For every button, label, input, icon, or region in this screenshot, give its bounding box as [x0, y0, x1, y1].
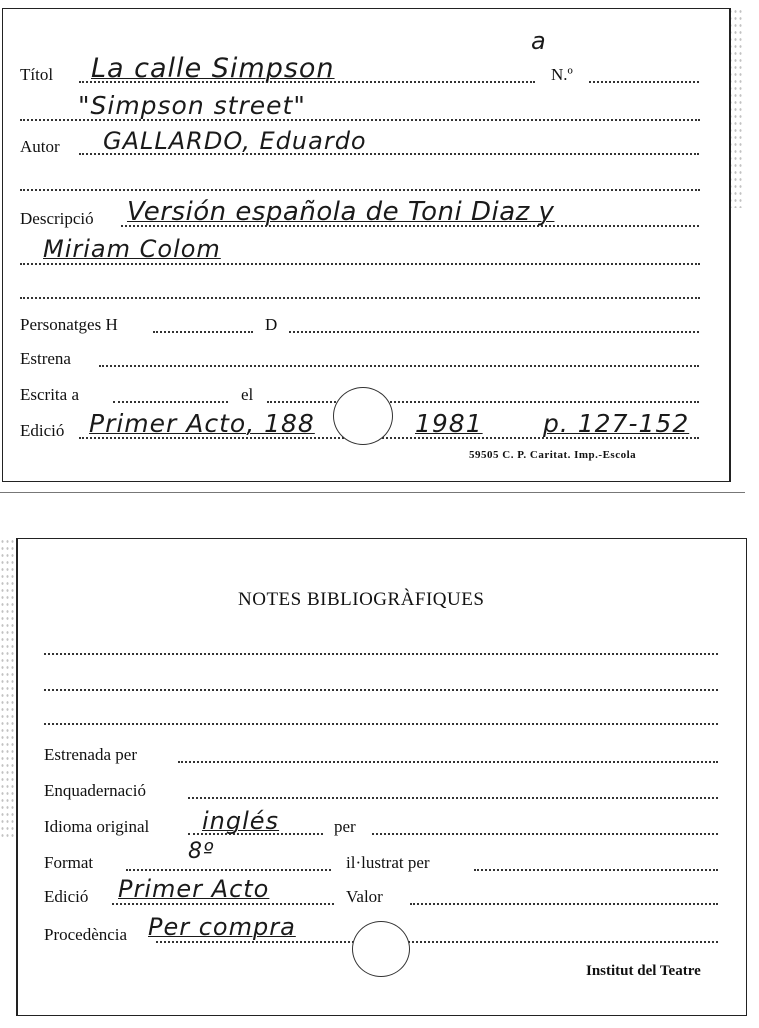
- per-dots: [372, 833, 718, 835]
- back-edicio-value: Primer Acto: [118, 875, 270, 903]
- el-label: el: [241, 385, 254, 404]
- edicio-value-2: 1981: [415, 409, 483, 438]
- per-label: per: [334, 817, 356, 836]
- autor-value: GALLARDO, Eduardo: [103, 127, 367, 155]
- escrita-dots: [113, 401, 228, 403]
- estrenada-dots: [178, 761, 718, 763]
- blank-dots-1: [20, 189, 700, 191]
- valor-label: Valor: [346, 887, 383, 906]
- back-edicio-label: Edició: [44, 887, 89, 906]
- titol-value-2: "Simpson street": [78, 91, 306, 120]
- edicio-label: Edició: [20, 421, 65, 440]
- estrena-dots: [99, 365, 699, 367]
- escrita-label: Escrita a: [20, 385, 79, 404]
- notes-dots-1: [44, 653, 718, 655]
- descripcio-value-1: Versión española de Toni Diaz y: [127, 197, 555, 227]
- notes-dots-2: [44, 689, 718, 691]
- procedencia-dots: [156, 941, 718, 943]
- catalog-card-back: [16, 538, 747, 1016]
- punch-hole-back: [352, 921, 410, 977]
- estrenada-label: Estrenada per: [44, 745, 137, 764]
- autor-label: Autor: [20, 137, 60, 156]
- back-edicio-dots: [112, 903, 334, 905]
- descripcio-dots-2: [20, 263, 700, 265]
- estrena-label: Estrena: [20, 349, 71, 368]
- d-label: D: [265, 315, 278, 334]
- descripcio-value-2: Miriam Colom: [43, 235, 221, 263]
- illustrat-dots: [474, 869, 718, 871]
- notes-dots-3: [44, 723, 718, 725]
- num-label: N.º: [551, 65, 573, 84]
- titol-value: La calle Simpson: [91, 53, 335, 84]
- edicio-value-3: p. 127-152: [543, 409, 690, 438]
- titol-label: Títol: [20, 65, 54, 84]
- punch-hole-front: [333, 387, 393, 445]
- scan-divider-line: [0, 492, 745, 493]
- illustrat-label: il·lustrat per: [346, 853, 430, 872]
- enquadernacio-dots: [188, 797, 718, 799]
- blank-dots-2: [20, 297, 700, 299]
- idioma-value: inglés: [202, 807, 280, 835]
- enquadernacio-label: Enquadernació: [44, 781, 146, 800]
- format-value: 8º: [188, 839, 215, 864]
- procedencia-value: Per compra: [148, 913, 296, 941]
- printer-imprint: 59505 C. P. Caritat. Imp.-Escola: [469, 449, 637, 461]
- procedencia-label: Procedència: [44, 925, 128, 944]
- idioma-label: Idioma original: [44, 817, 150, 836]
- personatges-label: Personatges H: [20, 315, 118, 334]
- scan-speckle-left: [0, 538, 14, 838]
- valor-dots: [410, 903, 718, 905]
- format-dots: [126, 869, 331, 871]
- personatges-h-dots: [153, 331, 253, 333]
- format-label: Format: [44, 853, 94, 872]
- edicio-value-1: Primer Acto, 188: [89, 409, 315, 438]
- notes-title: NOTES BIBLIOGRÀFIQUES: [238, 589, 485, 610]
- descripcio-label: Descripció: [20, 209, 94, 228]
- corner-mark: a: [531, 27, 547, 55]
- institution-name: Institut del Teatre: [586, 963, 701, 979]
- personatges-d-dots: [289, 331, 699, 333]
- catalog-card-front: [2, 8, 731, 482]
- el-dots: [267, 401, 699, 403]
- num-dots: [589, 81, 699, 83]
